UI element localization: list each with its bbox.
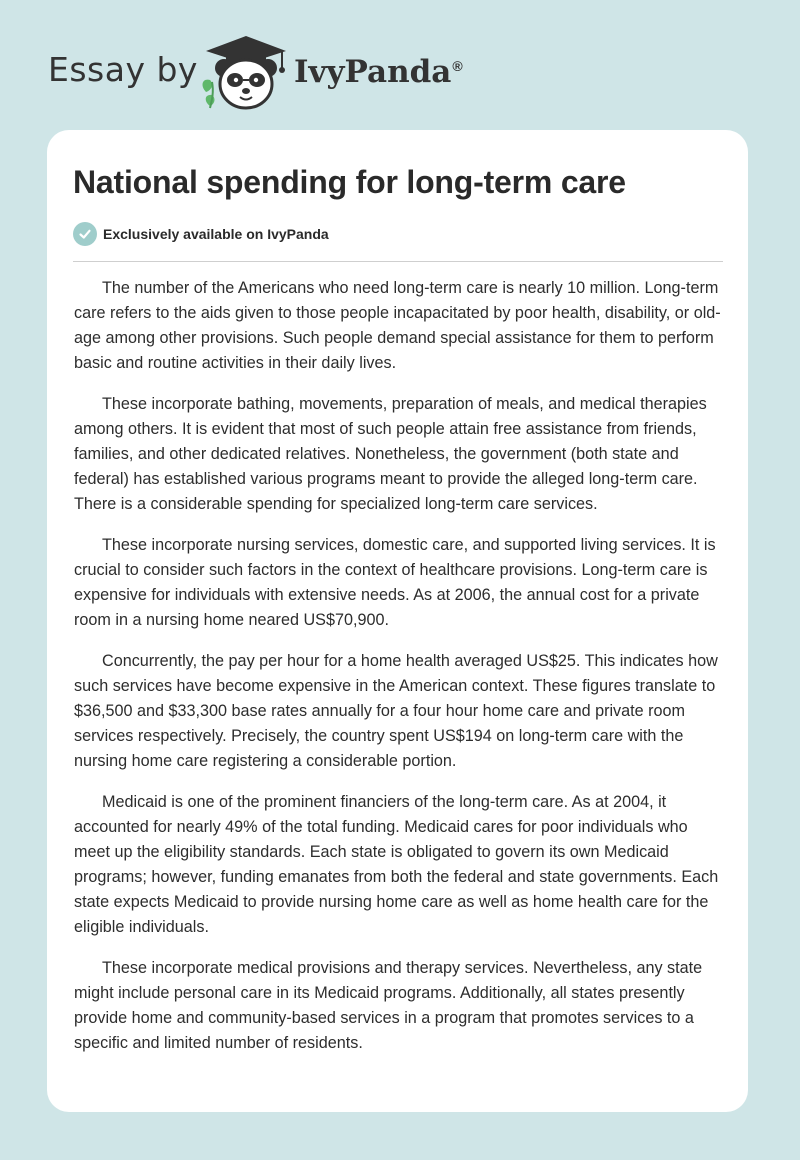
essay-body (74, 276, 722, 1072)
registered-mark: ® (452, 57, 463, 74)
brand-name-text: IvyPanda (294, 54, 452, 90)
exclusive-label: Exclusively available on IvyPanda (103, 226, 329, 242)
brand-prefix: Essay by (48, 50, 198, 89)
divider (73, 261, 723, 262)
page-title: National spending for long-term care (73, 164, 626, 200)
paragraph: Concurrently, the pay per hour for a home health averaged US$25. This indicates how such services have become expensive in the American context. These figures translate to $36,500 and $33,300 base rates annually for a four hour home care and private room services respectively. Precisely, the country spent US$194 on long-term care with the nursing home care registering a considerable portion. (74, 652, 718, 770)
check-icon (73, 222, 97, 246)
ivypanda-logo-icon (200, 34, 292, 112)
exclusive-badge (73, 221, 329, 247)
paragraph: These incorporate bathing, movements, preparation of meals, and medical therapies among others. It is evident that most of such people attain free assistance from friends, families, and other dedicated relatives. Nonetheless, the government (both state and federal) has established various programs meant to provide the alleged long-term care. There is a considerable spending for specialized long-term care services. (74, 395, 707, 513)
paragraph: These incorporate nursing services, domestic care, and supported living services. It is crucial to consider such factors in the context of healthcare provisions. Long-term care is expensive for individuals with extensive needs. As at 2006, the annual cost for a private room in a nursing home neared US$70,900. (74, 536, 716, 629)
paragraph: Medicaid is one of the prominent financiers of the long-term care. As at 2004, it accounted for nearly 49% of the total funding. Medicaid cares for poor individuals who meet up the eligibility standards. Each state is obligated to govern its own Medicaid programs; however, funding emanates from both the federal and state governments. Each state expects Medicaid to provide nursing home care as well as home health care for the eligible individuals. (74, 793, 719, 936)
essay-card (47, 130, 748, 1112)
brand-name (294, 54, 463, 90)
paragraph: These incorporate medical provisions and therapy services. Nevertheless, any state might include personal care in its Medicaid programs. Additionally, all states presently provide home and community-based services in a program that promotes services to a specific and limited number of residents. (74, 959, 703, 1052)
paragraph: The number of the Americans who need long-term care is nearly 10 million. Long-term care refers to the aids given to those people incapacitated by poor health, disability, or old-age among other provisions. Such people demand special assistance for them to perform basic and routine activities in their daily lives. (74, 279, 721, 372)
brand-header (48, 34, 468, 114)
